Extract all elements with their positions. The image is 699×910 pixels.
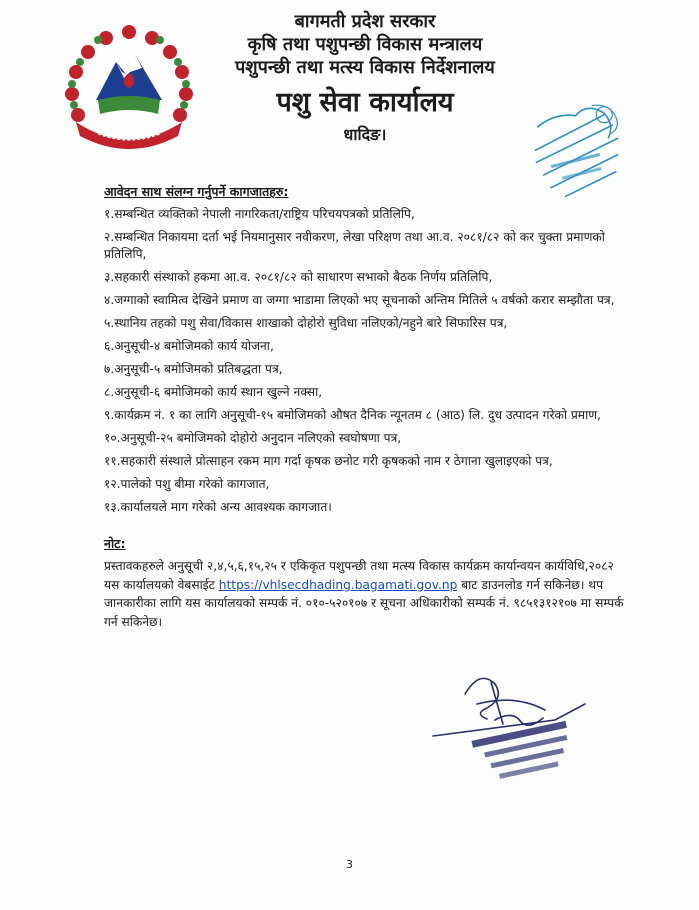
website-link[interactable]: https://vhlsecdhading.bagamati.gov.np	[218, 577, 458, 592]
list-item: १०.अनुसूची-२५ बमोजिमको दोहोरो अनुदान नलिएको स्वघोषणा पत्र,	[104, 431, 402, 445]
list-item: ६.अनुसूची-४ बमोजिमको कार्य योजना,	[104, 339, 274, 353]
note-heading: नोट:	[104, 536, 126, 551]
office-name: पशु सेवा कार्यालय	[276, 87, 454, 119]
government-name: बागमती प्रदेश सरकार	[294, 11, 436, 32]
documents-heading: आवेदन साथ संलग्न गर्नुपर्ने कागजातहरु:	[104, 184, 289, 199]
office-location: धादिङ।	[343, 125, 387, 145]
note-text-end: बाट डाउनलोड गर्न सकिनेछ। थप जानकारीका लागि यस कार्यालयको सम्पर्क नं. ०१०-५२०१०७ र सूचना अधिकारीको सम्पर्क नं. ९८५१३१२१०७ मा सम्पर्क गर्न सकिनेछ।	[104, 577, 624, 629]
note-text-start: प्रस्तावकहरुले अनुसूची २,४,५,६,१५,२५ र एकिकृत पशुपन्छी तथा मत्स्य विकास कार्यक्रम कार्यान्वयन कार्यविधि,२०८२ यस कार्यालयको वेबसाईट	[104, 559, 614, 592]
list-item: ३.सहकारी संस्थाको हकमा आ.व. २०८१/८२ को साधारण सभाको बैठक निर्णय प्रतिलिपि,	[104, 270, 493, 284]
page-number: 3	[346, 858, 353, 871]
list-item: १२.पालेको पशु बीमा गरेको कागजात,	[104, 477, 270, 491]
list-item: ८.अनुसूची-६ बमोजिमको कार्य स्थान खुल्ने नक्सा,	[104, 385, 323, 399]
list-item: २.सम्बन्धित निकायमा दर्ता भई नियमानुसार नवीकरण, लेखा परिक्षण तथा आ.व. २०८१/८२ को कर चुक्ता प्रमाणको प्रतिलिपि,	[104, 230, 605, 261]
directorate-name: पशुपन्छी तथा मत्स्य विकास निर्देशनालय	[235, 57, 495, 79]
list-item: १३.कार्यालयले माग गरेको अन्य आवश्यक कागजात।	[104, 500, 332, 514]
list-item: ४.जग्गाको स्वामित्व देखिने प्रमाण वा जग्गा भाडामा लिएको भए सूचनाको अन्तिम मितिले ५ वर्षको करार सम्झौता पत्र,	[104, 293, 615, 307]
note-paragraph	[104, 557, 629, 631]
ministry-name: कृषि तथा पशुपन्छी विकास मन्त्रालय	[247, 34, 483, 56]
documents-list	[104, 206, 624, 522]
list-item: ५.स्थानिय तहको पशु सेवा/विकास शाखाको दोहोरो सुविधा नलिएको/नहुने बारे सिफारिस पत्र,	[104, 316, 508, 330]
list-item: ९.कार्यक्रम नं. १ का लागि अनुसूची-१५ बमोजिमको औषत दैनिक न्यूनतम ८ (आठ) लि. दुध उत्पादन गरेको प्रमाण,	[104, 408, 601, 422]
office-stamp	[515, 100, 643, 208]
signature	[425, 664, 590, 784]
list-item: १.सम्बन्धित व्यक्तिको नेपाली नागरिकता/राष्ट्रिय परिचयपत्रको प्रतिलिपि,	[104, 207, 415, 221]
list-item: ७.अनुसूची-५ बमोजिमको प्रतिबद्धता पत्र,	[104, 362, 283, 376]
list-item: ११.सहकारी संस्थाले प्रोत्साहन रकम माग गर्दा कृषक छनोट गरी कृषकको नाम र ठेगाना खुलाइएको पत्र,	[104, 454, 553, 468]
